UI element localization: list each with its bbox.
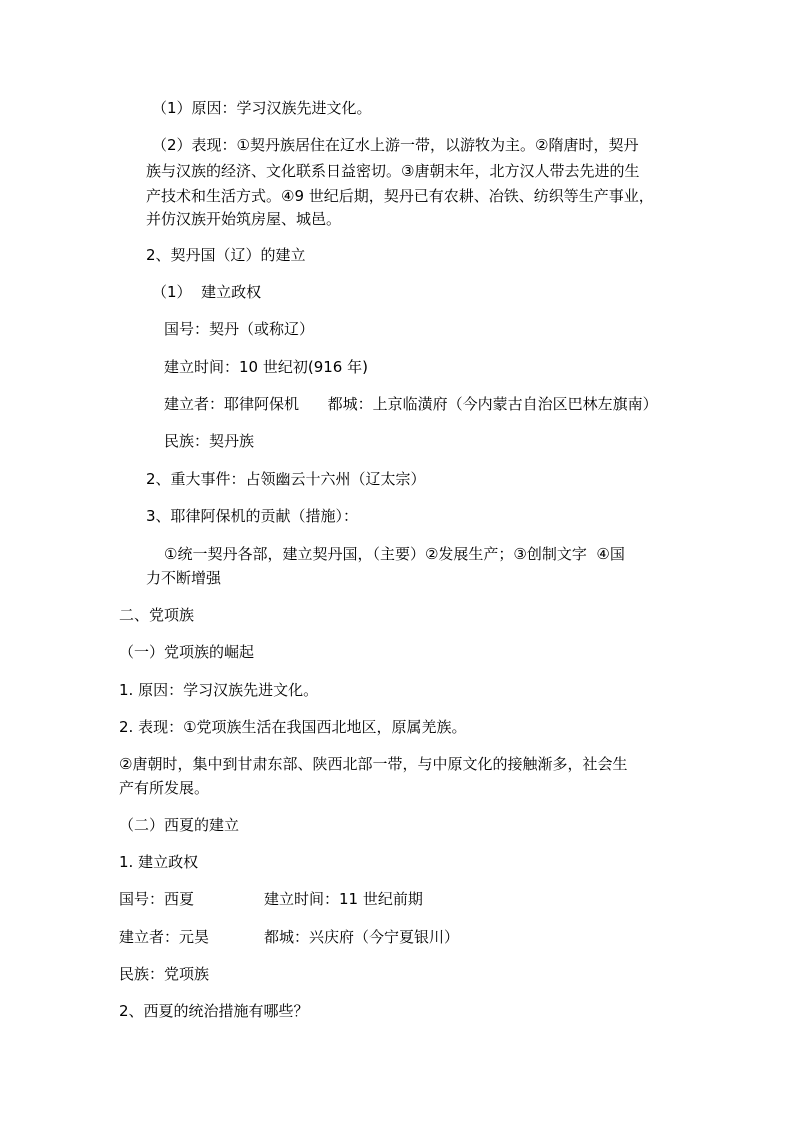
khitan-ethnicity: 民族：契丹族 xyxy=(164,432,255,450)
khitan-performance-line-3: 产技术和生活方式。④9 世纪后期，契丹已有农耕、冶铁、纺织等生产事业， xyxy=(146,187,654,205)
xixia-founding-time: 建立时间：11 世纪前期 xyxy=(264,890,423,908)
xixia-country-name: 国号：西夏 xyxy=(119,890,195,908)
khitan-founding-time: 建立时间：10 世纪初(916 年) xyxy=(164,358,368,376)
xixia-ethnicity: 民族：党项族 xyxy=(119,965,210,983)
khitan-contributions-heading: 3、耶律阿保机的贡献（措施）： xyxy=(146,507,359,525)
khitan-performance-line-4: 并仿汉族开始筑房屋、城邑。 xyxy=(146,210,342,228)
khitan-founding-heading: 2、契丹国（辽）的建立 xyxy=(146,246,306,264)
xixia-regime-heading: 1. 建立政权 xyxy=(119,853,199,871)
dangxiang-performance: 2. 表现：①党项族生活在我国西北地区，原属羌族。 xyxy=(119,718,467,736)
khitan-reason: （1）原因：学习汉族先进文化。 xyxy=(152,99,372,117)
khitan-contributions-line-2: 力不断增强 xyxy=(146,569,222,587)
khitan-country-name: 国号：契丹（或称辽） xyxy=(164,320,315,338)
khitan-regime-heading: （1） 建立政权 xyxy=(152,283,262,301)
xixia-founder: 建立者：元昊 xyxy=(119,928,210,946)
khitan-major-event: 2、重大事件：占领幽云十六州（辽太宗） xyxy=(146,470,426,488)
dangxiang-reason: 1. 原因：学习汉族先进文化。 xyxy=(119,681,319,699)
dangxiang-tang-line-1: ②唐朝时，集中到甘肃东部、陕西北部一带，与中原文化的接触渐多，社会生 xyxy=(119,755,628,773)
xixia-measures-question: 2、西夏的统治措施有哪些？ xyxy=(119,1002,309,1020)
khitan-founder-capital: 建立者：耶律阿保机 都城：上京临潢府（今内蒙古自治区巴林左旗南） xyxy=(164,395,658,413)
dangxiang-section-heading: 二、党项族 xyxy=(119,606,195,624)
xixia-capital: 都城：兴庆府（今宁夏银川） xyxy=(264,928,460,946)
khitan-performance-line-1: （2）表现：①契丹族居住在辽水上游一带，以游牧为主。②隋唐时，契丹 xyxy=(152,136,639,154)
xixia-heading: （二）西夏的建立 xyxy=(119,816,240,834)
dangxiang-rise-heading: （一）党项族的崛起 xyxy=(119,643,255,661)
khitan-performance-line-2: 族与汉族的经济、文化联系日益密切。③唐朝末年，北方汉人带去先进的生 xyxy=(146,162,640,180)
khitan-contributions-line-1: ①统一契丹各部，建立契丹国，（主要）②发展生产；③创制文字 ④国 xyxy=(164,545,625,563)
dangxiang-tang-line-2: 产有所发展。 xyxy=(119,779,210,797)
